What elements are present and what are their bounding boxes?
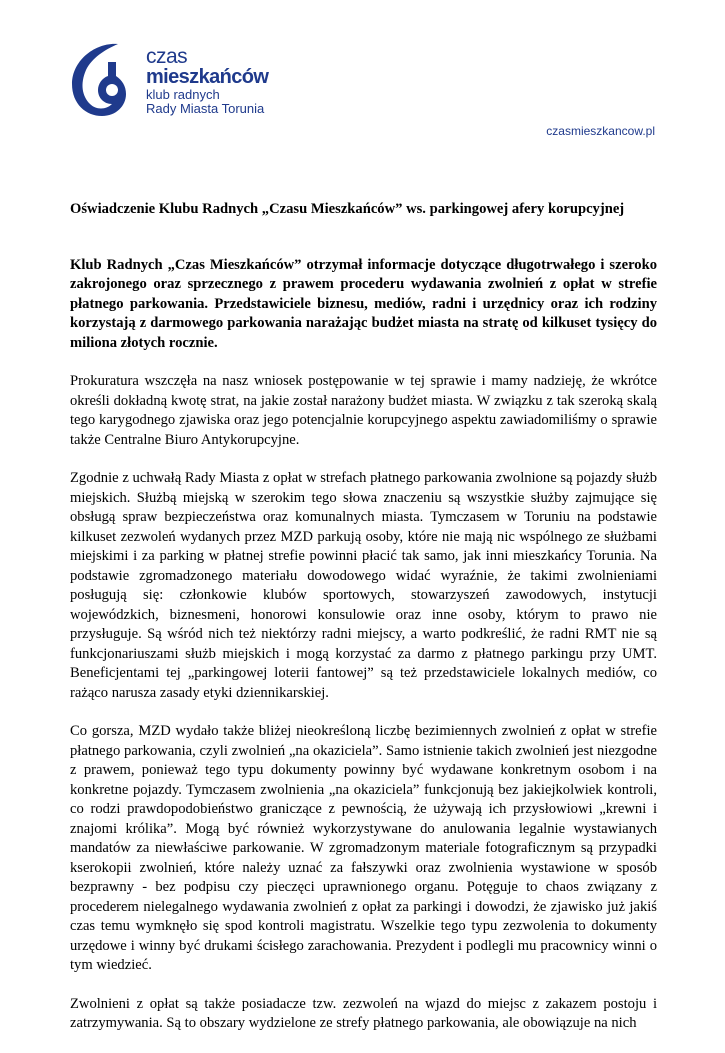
document-title: Oświadczenie Klubu Radnych „Czasu Mieszkańców” ws. parkingowej afery korupcyjnej <box>70 201 625 217</box>
logo-line-mieszkancow: mieszkańców <box>146 66 269 88</box>
logo-mark-icon <box>66 38 134 118</box>
logo-line-czas: czas <box>146 45 188 68</box>
website-url: czasmieszkancow.pl <box>546 124 655 138</box>
paragraph-2: Zgodnie z uchwałą Rady Miasta z opłat w strefach płatnego parkowania zwolnione są pojazdy służb miejskich. Służbą miejską w szerokim tego słowa znaczeniu są wszystkie służby zajmujące się obsługą spraw bezpieczeństwa oraz komunalnych miasta. Tymczasem w Toruniu na podstawie kilkuset zezwoleń wydanych przez MZD parkują osoby, które nie mają nic wspólnego ze służbami miejskimi i za parking w płatnej strefie powinni płacić tak samo, jak inni mieszkańcy Torunia. Na podstawie zgromadzonego materiału dowodowego widać wyraźnie, że takimi zwolnieniami posługują się: członkowie klubów sportowych, stowarzyszeń zawodowych, instytucji wojewódzkich, biznesmeni, honorowi konsulowie oraz inne osoby, którym to prawo nie przysługuje. Są wśród nich też niektórzy radni miejscy, a warto podkreślić, że radni RMT nie są funkcjonariuszami służb miejskich i mogą korzystać za darmo z płatnego parkingu przy UMT. Beneficjentami tej „parkingowej loterii fantowej” są też przedstawiciele lokalnych mediów, co rażąco narusza zasady etyki dziennikarskiej. <box>70 470 657 701</box>
document-body <box>70 200 657 1053</box>
paragraph-3: Co gorsza, MZD wydało także bliżej nieokreśloną liczbę bezimiennych zwolnień z opłat w strefie płatnego parkowania, czyli zwolnień „na okaziciela”. Samo istnienie takich zwolnień jest niezgodne z prawem, ponieważ tego typu dokumenty powinny być wydawane konkretnym osobom i na konkretne pojazdy. Tymczasem zwolnienia „na okaziciela” funkcjonują bez jakiejkolwiek kontroli, co rodzi prawdopodobieństwo graniczące z pewnością, że używają ich przysłowiowi „krewni i znajomi królika”. Mogą być również wykorzystywane do anulowania legalnie wystawianych mandatów za niewłaściwe parkowanie. W zgromadzonym materiale fotograficznym są przypadki kserokopii zwolnień, które należy uznać za fałszywki oraz zwolnienia wystawione w sposób bezprawny - bez podpisu czy pieczęci uprawnionego organu. Potęguje to chaos związany z procederem nielegalnego wydawania zwolnień z opłat za parkingi i dowodzi, że zjawisko już jakiś czas temu wymknęło się spod kontroli magistratu. Wszelkie tego typu zezwolenia to dokumenty urzędowe i winny być drukami ścisłego zarachowania. Prezydent i podlegli mu pracownicy winni o tym wiedzieć. <box>70 723 657 973</box>
logo-wordmark <box>146 46 268 115</box>
club-logo <box>66 38 306 118</box>
logo-line-klub: klub radnych <box>146 87 220 102</box>
paragraph-1: Prokuratura wszczęła na nasz wniosek postępowanie w tej sprawie i mamy nadzieję, że wkrótce określi dokładną kwotę strat, na jakie został narażony budżet miasta. W związku z tak szeroką skalą tego karygodnego zjawiska oraz jego potencjalnie korupcyjnego aspektu zawiadomiliśmy o sprawie także Centralne Biuro Antykorupcyjne. <box>70 373 657 448</box>
paragraph-4: Zwolnieni z opłat są także posiadacze tzw. zezwoleń na wjazd do miejsc z zakazem postoju i zatrzymywania. Są to obszary wydzielone ze strefy płatnego parkowania, ale obowiązuje na nich <box>70 995 657 1031</box>
lead-paragraph: Klub Radnych „Czas Mieszkańców” otrzymał informacje dotyczące długotrwałego i szeroko zakrojonego oraz sprzecznego z prawem procederu wydawania zwolnień z opłat w strefie płatnego parkowania. Przedstawiciele biznesu, mediów, radni i urzędnicy oraz ich rodziny korzystają z darmowego parkowania narażając budżet miasta na stratę od kilkuset tysięcy do miliona złotych rocznie. <box>70 256 657 351</box>
logo-line-rady: Rady Miasta Torunia <box>146 101 265 116</box>
